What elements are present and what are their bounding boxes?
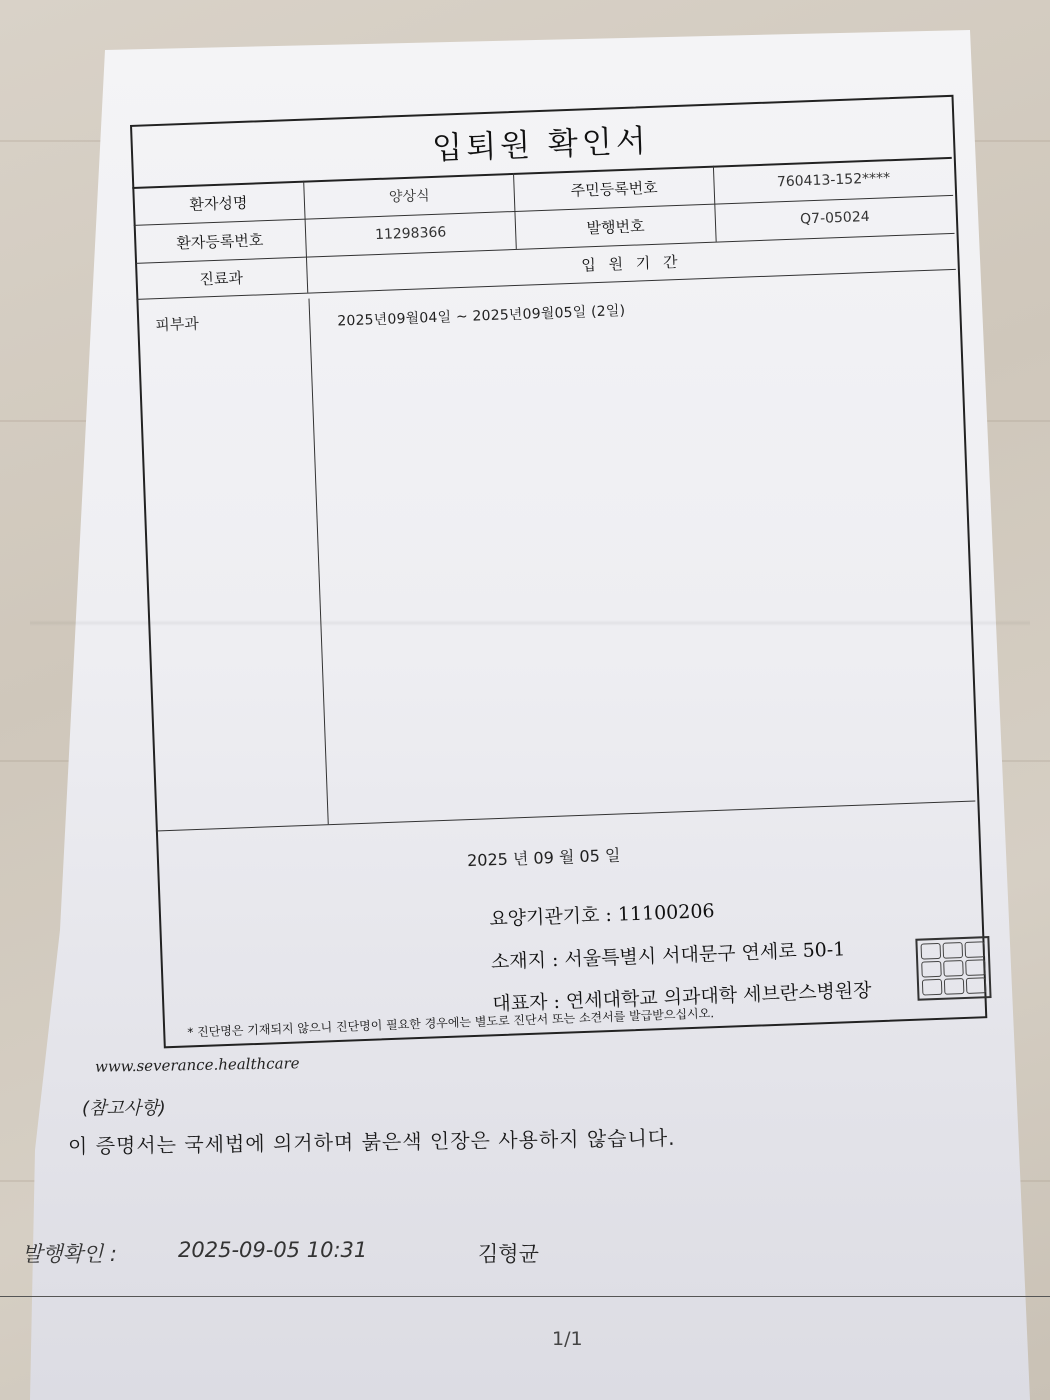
confirm-label: 발행확인 : [22, 1242, 117, 1266]
patient-reg-value: 11298366 [306, 211, 517, 257]
resident-no-value: 760413-152**** [776, 170, 891, 191]
official-seal-icon [915, 936, 991, 1001]
institution-representative: 대표자 : 연세대학교 의과대학 세브란스병원장 [492, 979, 872, 1016]
patient-name-label: 환자성명 [132, 181, 305, 225]
department-label: 진료과 [135, 257, 308, 299]
confirm-name: 김형균 [478, 1242, 539, 1266]
page-number: 1/1 [552, 1328, 583, 1350]
certificate-form [130, 95, 983, 1044]
document-title: 입퇴원 확인서 [130, 95, 952, 189]
institution-address: 소재지 : 서울특별시 서대문구 연세로 50-1 [490, 938, 846, 974]
issue-date: 2025 년 09 월 05 일 [466, 845, 621, 871]
website-url: www.severance.healthcare [94, 1054, 300, 1076]
diagnosis-notice: * 진단명은 기재되지 않으니 진단명이 필요한 경우에는 별도로 진단서 또는 소견서를 발급받으십시오. [187, 1006, 715, 1040]
issue-no-value: Q7-05024 [799, 208, 870, 228]
department-value: 피부과 [155, 314, 200, 335]
reference-text: 이 증명서는 국세법에 의거하며 붉은색 인장은 사용하지 않습니다. [67, 1125, 676, 1159]
period-label: 입 원 기 간 [580, 252, 682, 275]
patient-reg-label: 환자등록번호 [134, 219, 307, 263]
resident-no-label: 주민등록번호 [514, 166, 715, 211]
confirm-datetime: 2025-09-05 10:31 [178, 1238, 368, 1262]
institution-code: 요양기관기호 : 11100206 [488, 900, 715, 931]
admission-period: 2025년09월04일 ~ 2025년09월05일 (2일) [337, 302, 626, 330]
issue-no-label: 발행번호 [515, 204, 716, 249]
footer-rule [0, 1296, 1050, 1297]
reference-title: (참고사항) [82, 1098, 166, 1119]
patient-name-value: 양상식 [304, 173, 515, 219]
